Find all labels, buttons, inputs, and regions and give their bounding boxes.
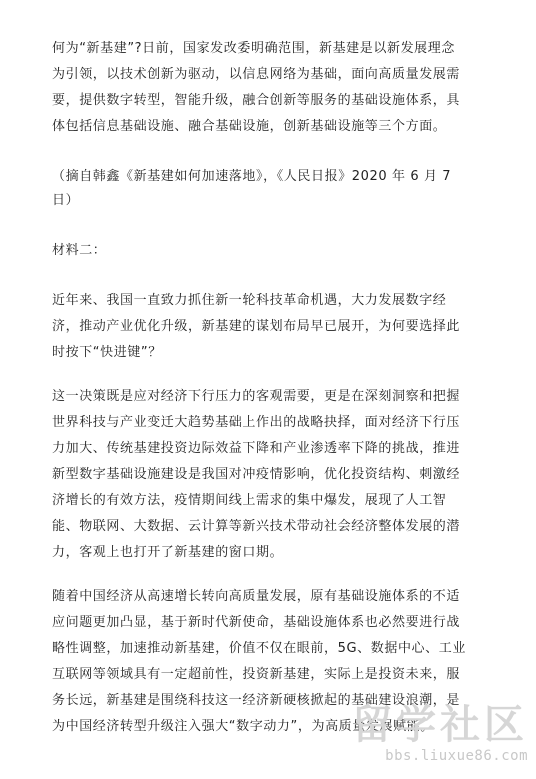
paragraph-4-line-5: 务长远，新基建是围绕科技这一经济新硬核掀起的基础建设浪潮，是 (52, 693, 461, 708)
paragraph-3-line-4: 新型数字基础设施建设是我国对冲疫情影响，优化投资结构、刺激经 (52, 467, 461, 482)
site-watermark (328, 703, 528, 773)
paragraph-3-line-2: 世界科技与产业变迁大趋势基础上作出的战略抉择，面对经济下行压 (52, 415, 461, 430)
paragraph-3-line-3: 力加大、传统基建投资边际效益下降和产业渗透率下降的挑战，推进 (52, 441, 461, 456)
paragraph-3-line-7: 力，客观上也打开了新基建的窗口期。 (52, 545, 284, 560)
paragraph-2-line-1: 近年来、我国一直致力抓住新一轮科技革命机遇，大力发展数字经 (52, 293, 447, 308)
section-heading: 材料二： (52, 243, 107, 258)
citation-line-1: （摘自韩鑫《新基建如何加速落地》，《人民日报》2020 年 6 月 7 (52, 169, 452, 184)
paragraph-1-line-1: 何为“新基建”?日前，国家发改委明确范围，新基建是以新发展理念 (52, 41, 455, 56)
paragraph-4-line-6: 为中国经济转型升级注入强大“数字动力”，为高质量发展赋能。 (52, 719, 434, 734)
paragraph-2-line-3: 时按下“快进键”？ (52, 345, 162, 360)
paragraph-4-line-4: 互联网等领域具有一定超前性，投资新基建，实际上是投资未来，服 (52, 667, 461, 682)
watermark-title: 留学社区 (352, 702, 528, 748)
paragraph-1-line-2: 为引领，以技术创新为驱动，以信息网络为基础，面向高质量发展需 (52, 67, 461, 82)
paragraph-4-line-3: 略性调整，加速推动新基建，价值不仅在眼前，5G、数据中心、工业 (52, 641, 466, 656)
watermark-url: bbs.liuxue86.com (385, 748, 528, 764)
paragraph-3-line-1: 这一决策既是应对经济下行压力的客观需要，更是在深刻洞察和把握 (52, 389, 461, 404)
paragraph-4-line-1: 随着中国经济从高速增长转向高质量发展，原有基础设施体系的不适 (52, 589, 461, 604)
citation-line-2: 日） (52, 193, 80, 208)
paragraph-2-line-2: 济，推动产业优化升级，新基建的谋划布局早已展开，为何要选择此 (52, 319, 461, 334)
paragraph-3-line-5: 济增长的有效方法，疫情期间线上需求的集中爆发，展现了人工智 (52, 493, 447, 508)
paragraph-4-line-2: 应问题更加凸显，基于新时代新使命，基础设施体系也必然要进行战 (52, 615, 461, 630)
paragraph-1-line-3: 要，提供数字转型，智能升级，融合创新等服务的基础设施体系，具 (52, 93, 461, 108)
paragraph-3-line-6: 能、物联网、大数据、云计算等新兴技术带动社会经济整体发展的潜 (52, 519, 461, 534)
paragraph-1-line-4: 体包括信息基础设施、融合基础设施，创新基础设施等三个方面。 (52, 119, 447, 134)
